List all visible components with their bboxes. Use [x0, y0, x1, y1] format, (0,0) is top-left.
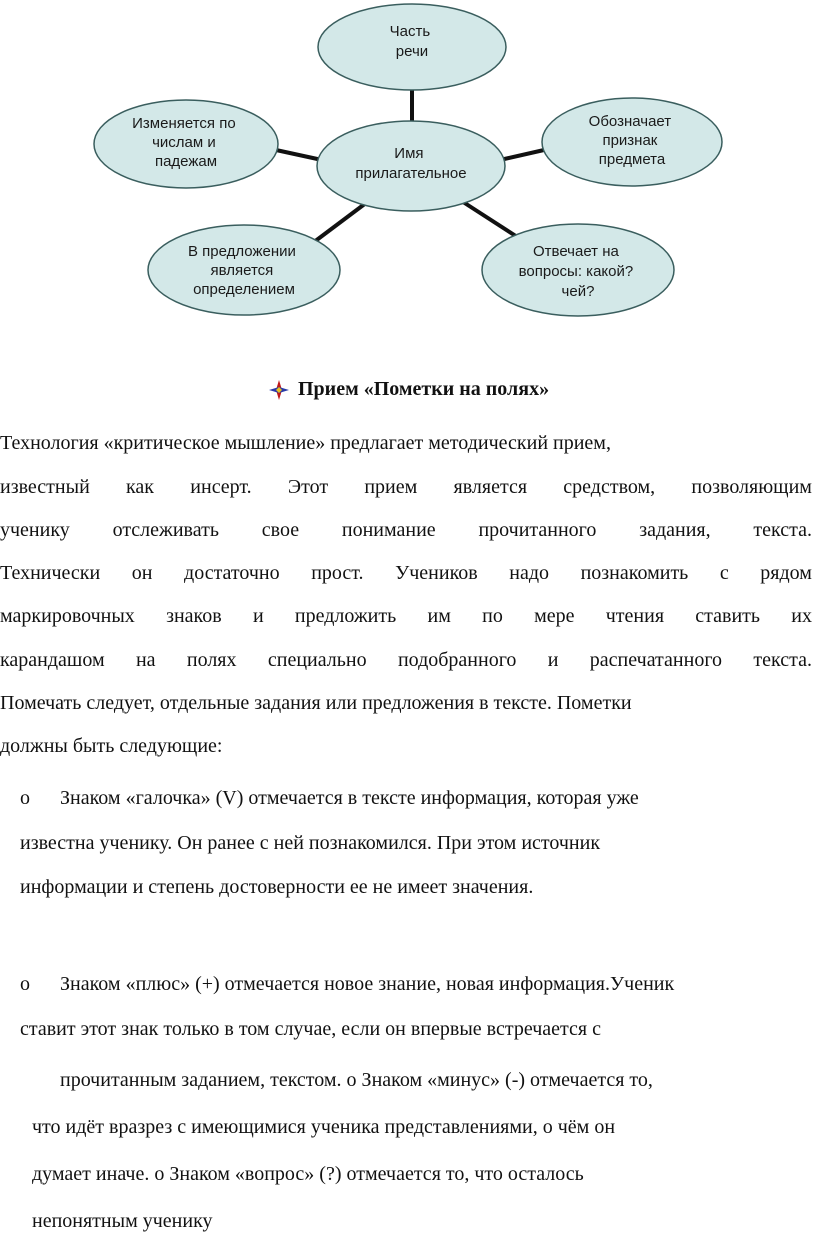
node-line: вопросы: какой?	[518, 263, 634, 280]
paragraph-line-justified	[0, 519, 812, 542]
node-part-of-speech	[318, 4, 506, 90]
list-item-line: прочитанным заданием, текстом. o Знаком «минус» (-) отмечается то,	[60, 1069, 653, 1091]
word: является	[453, 476, 528, 498]
list-item-line: Знаком «галочка» (V) отмечается в тексте информация, которая уже	[60, 787, 639, 809]
node-line: падежам	[154, 153, 218, 170]
connector-bottom-left	[310, 200, 370, 245]
node-line: речи	[395, 43, 429, 60]
heading-text: Прием «Пометки на полях»	[298, 378, 550, 400]
node-changes	[94, 100, 278, 188]
word: с	[719, 562, 729, 584]
word: карандашом	[0, 649, 105, 671]
word: мере	[534, 605, 575, 627]
word: и	[547, 649, 559, 671]
word: надо	[509, 562, 550, 584]
node-answers	[482, 224, 674, 316]
word: им	[427, 605, 451, 627]
list-bullet: o	[20, 973, 30, 995]
word: Учеников	[395, 562, 478, 584]
word: свое	[261, 519, 300, 541]
paragraph-line-justified	[0, 562, 812, 585]
paragraph-line-justified	[0, 476, 812, 499]
word: средством,	[563, 476, 656, 498]
word: специально	[267, 649, 367, 671]
list-item-line: думает иначе. o Знаком «вопрос» (?) отмечается то, что осталось	[32, 1163, 584, 1185]
node-line: определением	[193, 281, 295, 298]
section-heading	[268, 378, 549, 401]
node-line: признак	[602, 132, 658, 149]
paragraph-line-justified	[0, 605, 812, 628]
word: ставить	[695, 605, 761, 627]
list-item-line: ставит этот знак только в том случае, если он впервые встречается с	[20, 1018, 601, 1040]
word: известный	[0, 476, 90, 498]
paragraph-line: Технология «критическое мышление» предлагает методический прием,	[0, 432, 611, 454]
node-line: числам и	[152, 134, 216, 151]
word: полях	[186, 649, 237, 671]
word: познакомить	[580, 562, 689, 584]
connector-left	[276, 150, 322, 160]
word: прочитанного	[478, 519, 597, 541]
word: текста.	[753, 649, 812, 671]
paragraph-line: Помечать следует, отдельные задания или предложения в тексте. Пометки	[0, 692, 632, 714]
word: их	[791, 605, 812, 627]
word: он	[131, 562, 153, 584]
word: как	[126, 476, 155, 498]
node-line: Обозначает	[588, 113, 672, 130]
node-line: В предложении	[187, 243, 296, 260]
word: знаков	[166, 605, 222, 627]
paragraph-line: должны быть следующие:	[0, 735, 223, 757]
list-item-line: Знаком «плюс» (+) отмечается новое знание, новая информация.Ученик	[60, 973, 675, 995]
center-line: прилагательное	[355, 165, 467, 182]
word: чтения	[605, 605, 665, 627]
node-in-sentence	[148, 225, 340, 315]
word: ученику	[0, 519, 70, 541]
word: инсерт.	[190, 476, 252, 498]
word: достаточно	[184, 562, 280, 584]
word: предложить	[294, 605, 397, 627]
node-line: Часть	[389, 23, 431, 40]
word: отслеживать	[112, 519, 219, 541]
word: на	[135, 649, 156, 671]
word: Этот	[287, 476, 329, 498]
word: понимание	[341, 519, 436, 541]
word: прост.	[311, 562, 364, 584]
adjective-concept-diagram	[0, 0, 816, 330]
connector-bottom-right	[460, 200, 522, 240]
paragraph-line-justified	[0, 649, 812, 672]
word: маркировочных	[0, 605, 135, 627]
center-line: Имя	[394, 145, 424, 162]
list-item-line: непонятным ученику	[32, 1210, 213, 1232]
list-item-line: что идёт вразрез с имеющимися ученика представлениями, о чём он	[32, 1116, 616, 1138]
word: рядом	[760, 562, 812, 584]
node-denotes	[542, 98, 722, 186]
word: Технически	[0, 562, 101, 584]
node-line: Отвечает на	[532, 243, 619, 260]
list-item-line: информации и степень достоверности ее не имеет значения.	[20, 876, 534, 898]
node-center	[317, 121, 505, 211]
word: и	[252, 605, 264, 627]
list-bullet: o	[20, 787, 30, 809]
word: прием	[364, 476, 418, 498]
node-line: чей?	[561, 283, 595, 300]
node-line: предмета	[598, 151, 666, 168]
list-item-line: известна ученику. Он ранее с ней познакомился. При этом источник	[20, 832, 601, 854]
bookmark-arrow-icon	[268, 379, 290, 401]
node-line: Изменяется по	[132, 115, 236, 132]
word: текста.	[753, 519, 812, 541]
connector-right	[500, 150, 544, 160]
word: по	[482, 605, 503, 627]
word: подобранного	[397, 649, 517, 671]
word: распечатанного	[589, 649, 723, 671]
word: задания,	[639, 519, 711, 541]
node-line: является	[210, 262, 274, 279]
word: позволяющим	[691, 476, 812, 498]
